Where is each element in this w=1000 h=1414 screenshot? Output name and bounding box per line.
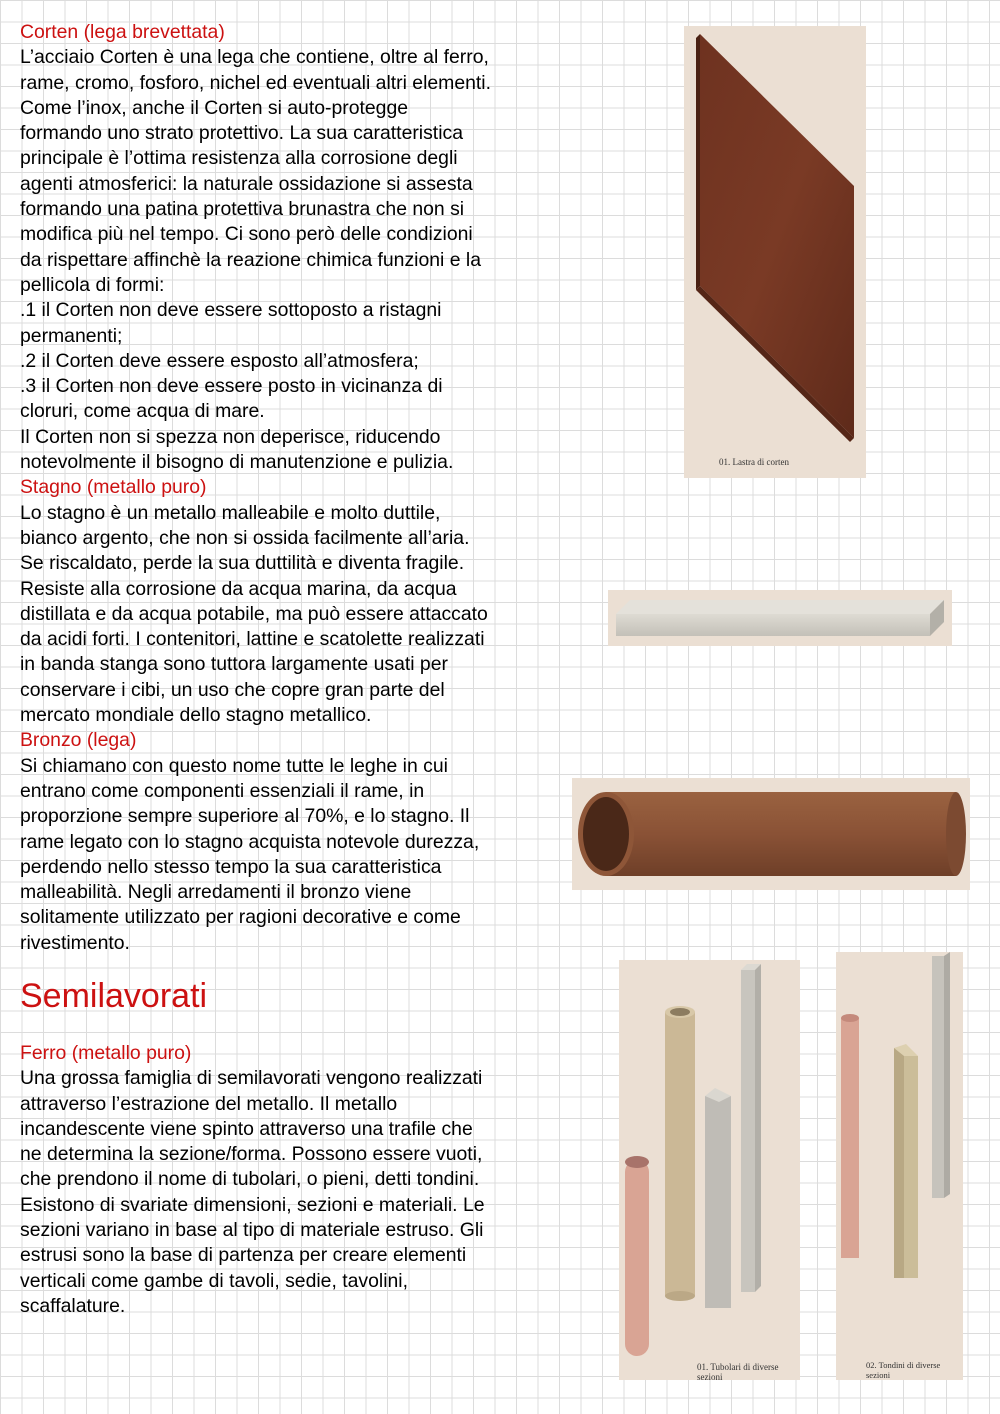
ferro-line: che prendono il nome di tubolari, o pieni, detti tondini. xyxy=(20,1168,480,1191)
stagno-line: da acidi forti. I contenitori, lattine e scatolette realizzati xyxy=(20,628,485,651)
bronze-tube-body xyxy=(606,792,956,876)
stagno-heading: Stagno (metallo puro) xyxy=(20,476,207,499)
bronzo-line: rivestimento. xyxy=(20,931,130,954)
bronzo-line: Si chiamano con questo nome tutte le leghe in cui xyxy=(20,754,448,777)
corten-line: .2 il Corten deve essere esposto all’atmosfera; xyxy=(20,349,419,372)
ferro-line: scaffalature. xyxy=(20,1294,126,1317)
corten-line: .1 il Corten non deve essere sottoposto a ristagni xyxy=(20,299,442,322)
corten-body xyxy=(20,45,580,475)
corten-heading: Corten (lega brevettata) xyxy=(20,21,225,43)
tondini-caption: 02. Tondini di diverse sezioni xyxy=(866,1360,941,1380)
corten-line: formando uno strato protettivo. La sua caratteristica xyxy=(20,122,463,145)
bronzo-line: perdendo nello stesso tempo la sua caratteristica xyxy=(20,855,442,878)
corten-line: permanenti; xyxy=(20,324,123,347)
bronzo-line: proporzione sempre superiore al 70%, e lo stagno. Il xyxy=(20,805,470,828)
stagno-line: bianco argento, che non si ossida facilmente all’aria. xyxy=(20,526,470,549)
stagno-line: Lo stagno è un metallo malleabile e molto duttile, xyxy=(20,501,441,524)
tondini-image xyxy=(836,952,963,1380)
bronzo-line: rame legato con lo stagno acquista notevole durezza, xyxy=(20,830,480,853)
tin-bar-top xyxy=(616,600,944,614)
corten-line: Il Corten non si spezza non deperisce, riducendo xyxy=(20,425,441,448)
ferro-body xyxy=(20,1066,580,1319)
bronzo-line: malleabilità. Negli arredamenti il bronzo viene xyxy=(20,881,412,904)
ferro-line: estrusi sono la base di partenza per creare elementi xyxy=(20,1244,467,1267)
stagno-line: distillata e da acqua potabile, ma può essere attaccato xyxy=(20,602,488,625)
bronzo-body xyxy=(20,754,580,956)
corten-line: notevolmente il bisogno di manutenzione e pulizia. xyxy=(20,451,454,474)
bronzo-line: entrano come componenti essenziali il rame, in xyxy=(20,779,425,802)
tin-bar-image xyxy=(608,590,952,646)
semilavorati-section xyxy=(20,976,580,1016)
corten-plate-face xyxy=(700,34,854,438)
ferro-line: Esistono di svariate dimensioni, sezioni e materiali. Le xyxy=(20,1193,485,1216)
tin-bar-front xyxy=(616,614,930,636)
corten-line: .3 il Corten non deve essere posto in vicinanza di xyxy=(20,375,443,398)
stagno-line: Se riscaldato, perde la sua duttilità e diventa fragile. xyxy=(20,552,465,575)
corten-plate-edge xyxy=(696,34,700,290)
corten-line: pellicola di formi: xyxy=(20,273,165,296)
corten-section xyxy=(20,20,580,956)
stagno-line: Resiste alla corrosione da acqua marina, da acqua xyxy=(20,577,457,600)
ferro-line: attraverso l’estrazione del metallo. Il metallo xyxy=(20,1092,398,1115)
bronze-tube-opening xyxy=(583,797,629,871)
stagno-line: conservare i cibi, un uso che copre gran parte del xyxy=(20,678,445,701)
corten-line: agenti atmosferici: la naturale ossidazione si assesta xyxy=(20,172,473,195)
corten-line: cloruri, come acqua di mare. xyxy=(20,400,265,423)
corten-line: rame, cromo, fosforo, nichel ed eventuali altri elementi. xyxy=(20,71,491,94)
ferro-section xyxy=(20,1041,580,1319)
stagno-line: in banda stanga sono tuttora largamente usati per xyxy=(20,653,448,676)
ferro-line: incandescente viene spinto attraverso una trafile che xyxy=(20,1117,473,1140)
bronzo-line: solitamente utilizzato per ragioni decorative e come xyxy=(20,906,461,929)
corten-line: modifica più nel tempo. Ci sono però delle condizioni xyxy=(20,223,473,246)
corten-caption: 01. Lastra di corten xyxy=(719,457,789,467)
corten-line: formando una patina protettiva brunastra che non si xyxy=(20,198,465,221)
ferro-line: Una grossa famiglia di semilavorati vengono realizzati xyxy=(20,1067,483,1090)
ferro-line: ne determina la sezione/forma. Possono essere vuoti, xyxy=(20,1143,483,1166)
tubolari-image xyxy=(619,960,800,1380)
tubolari-caption: 01. Tubolari di diverse sezioni xyxy=(697,1362,779,1382)
corten-line: principale è l’ottima resistenza alla corrosione degli xyxy=(20,147,458,170)
ferro-heading: Ferro (metallo puro) xyxy=(20,1042,192,1064)
ferro-line: sezioni variano in base al tipo di materiale estruso. Gli xyxy=(20,1219,484,1242)
ferro-line: verticali come gambe di tavoli, sedie, tavolini, xyxy=(20,1269,408,1292)
corten-line: L’acciaio Corten è una lega che contiene, oltre al ferro, xyxy=(20,46,489,69)
bronze-tube-image xyxy=(572,778,970,890)
corten-line: Come l’inox, anche il Corten si auto-protegge xyxy=(20,96,409,119)
stagno-body xyxy=(20,501,580,729)
stagno-line: mercato mondiale dello stagno metallico. xyxy=(20,704,372,727)
corten-line: da rispettare affinchè la reazione chimica funzioni e la xyxy=(20,248,481,271)
semilavorati-title: Semilavorati xyxy=(20,977,208,1015)
corten-plate-image xyxy=(684,26,866,478)
bronzo-heading: Bronzo (lega) xyxy=(20,729,137,752)
